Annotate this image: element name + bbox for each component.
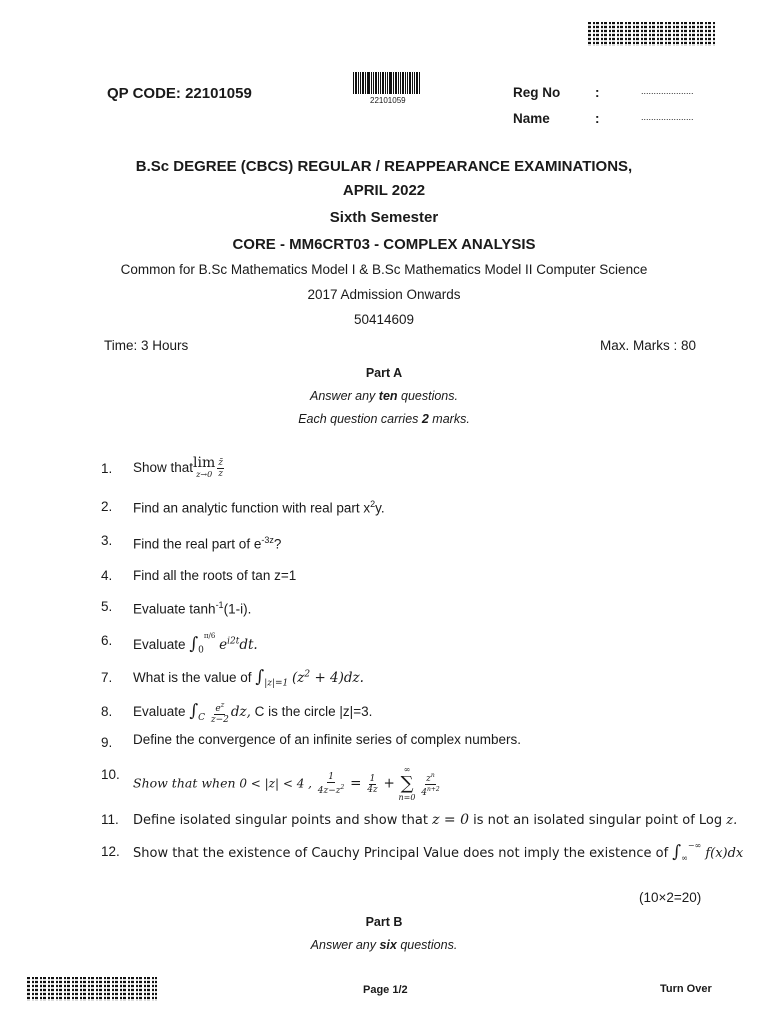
question-number: 1. — [101, 461, 113, 476]
question-number: 12. — [101, 844, 120, 859]
question-9: Define the convergence of an infinite series of complex numbers. — [133, 732, 521, 747]
question-number: 11. — [101, 812, 119, 827]
integrand: f(x)dx — [705, 846, 744, 861]
question-number: 6. — [101, 633, 113, 648]
integral-upper: −∞ — [687, 840, 702, 850]
question-text: Define isolated singular points and show that — [133, 813, 428, 828]
question-4: Find all the roots of tan z=1 — [133, 568, 297, 583]
instr-text: Answer any — [310, 938, 380, 952]
turn-over-label: Turn Over — [660, 983, 712, 995]
paper-code: 50414609 — [353, 312, 415, 327]
part-a-title: Part A — [365, 366, 403, 380]
question-number: 8. — [101, 704, 113, 719]
part-a-instruction-1 — [0, 389, 768, 403]
top-right-barcode — [588, 22, 716, 46]
question-number: 5. — [101, 599, 113, 614]
question-text: Show that — [133, 460, 194, 476]
integrand: $e^{i2t}dt$. — [219, 636, 258, 653]
instr-text: questions. — [397, 389, 458, 403]
course-title: CORE - MM6CRT03 - COMPLEX ANALYSIS — [232, 236, 536, 253]
question-8 — [133, 700, 372, 725]
common-for-line: Common for B.Sc Mathematics Model I & B.Sc Mathematics Model II Computer Science — [120, 262, 648, 277]
question-text: C is the circle |z|=3. — [254, 704, 373, 720]
question-2 — [133, 499, 385, 516]
summation: ∞ ∑ n=0 — [398, 765, 416, 802]
math-z-equals-0: z = 0 — [432, 812, 469, 828]
instr-text: questions. — [396, 938, 458, 952]
instr-text: marks. — [428, 412, 470, 426]
question-text: Evaluate tanh — [133, 601, 216, 617]
integral-lower: ∞ — [681, 853, 688, 863]
question-number: 10. — [101, 767, 120, 782]
integral-upper: π/6 — [203, 631, 216, 640]
question-6 — [133, 631, 258, 656]
fraction: $\frac{z^n}{4^{n+2}}$ — [421, 771, 440, 798]
barcode-number: 22101059 — [370, 96, 406, 105]
question-text: Evaluate — [133, 704, 186, 720]
question-11 — [133, 812, 737, 828]
question-12 — [133, 842, 743, 863]
question-text: ? — [273, 536, 282, 552]
instr-bold: six — [379, 938, 397, 952]
part-a-marks-total: (10×2=20) — [639, 890, 702, 905]
instr-bold: ten — [378, 389, 398, 403]
question-10 — [133, 765, 442, 803]
reg-no-colon: : — [595, 85, 600, 100]
name-label: Name — [513, 111, 550, 126]
limit-expression: lim z→0 — [193, 455, 216, 479]
math-z: z. — [726, 813, 738, 828]
question-text: Find an analytic function with real part x — [133, 500, 371, 516]
integral-sign: ∫ — [672, 842, 682, 862]
time-label: Time: 3 Hours — [104, 338, 189, 353]
part-a-instruction-2 — [0, 412, 768, 426]
integrand: $(z^2 + 4)dz$. — [292, 669, 364, 686]
integral-sign: ∫ — [189, 701, 199, 722]
part-b-instruction — [0, 938, 768, 952]
superscript: 2 — [370, 499, 376, 509]
instr-text: Each question carries — [298, 412, 422, 426]
question-number: 9. — [101, 735, 113, 750]
qp-code-label: QP CODE: 22101059 — [107, 85, 252, 102]
center-barcode — [353, 72, 421, 94]
question-1 — [133, 455, 226, 480]
semester-title: Sixth Semester — [329, 209, 439, 226]
question-number: 4. — [101, 568, 113, 583]
fraction: $\frac{e^z}{z-2}$ — [210, 701, 229, 725]
reg-no-label: Reg No — [513, 85, 561, 100]
plus: + — [383, 775, 395, 792]
admission-line: 2017 Admission Onwards — [307, 287, 461, 302]
reg-no-field[interactable]: ..................... — [641, 86, 694, 96]
question-text: is not an isolated singular point of Log — [473, 813, 723, 828]
name-field[interactable]: ..................... — [641, 112, 694, 122]
exam-title-line1: B.Sc DEGREE (CBCS) REGULAR / REAPPEARANCE EXAMINATIONS, — [135, 158, 633, 175]
question-number: 2. — [101, 499, 113, 514]
question-text: Evaluate — [133, 637, 186, 652]
differential: dz, — [230, 704, 251, 721]
bottom-left-barcode — [27, 977, 157, 1001]
name-colon: : — [595, 111, 600, 126]
question-number: 3. — [101, 533, 113, 548]
fraction: $\frac{1}{4z}$ — [367, 773, 378, 795]
integral-sign: ∫ — [255, 667, 265, 687]
integral-contour: |z|=1 — [264, 678, 289, 689]
fraction: $\frac{1}{4z-z^2}$ — [317, 772, 345, 796]
integral-contour: C — [198, 712, 206, 723]
inequality: 0 < |z| < 4 , — [239, 776, 312, 791]
integral-lower: 0 — [198, 645, 204, 656]
superscript: -1 — [215, 600, 224, 610]
fraction: $\frac{z̄}{z}$ — [218, 458, 224, 479]
question-text: Find the real part of e — [133, 536, 262, 552]
question-7 — [133, 667, 364, 689]
equals: = — [350, 775, 362, 792]
superscript: -3z — [261, 535, 274, 545]
question-text: (1-i). — [223, 601, 252, 617]
question-text: Show that when — [133, 775, 236, 791]
integral-sign: ∫ — [189, 634, 199, 654]
instr-text: Answer any — [310, 389, 379, 403]
question-text: Show that the existence of Cauchy Principal Value does not imply the existence of — [133, 846, 669, 861]
question-text: What is the value of — [133, 670, 252, 685]
question-3 — [133, 535, 281, 552]
part-b-title: Part B — [365, 915, 403, 929]
question-number: 7. — [101, 670, 113, 685]
instr-bold: 2 — [421, 412, 429, 426]
question-text: y. — [375, 500, 385, 516]
max-marks-label: Max. Marks : 80 — [600, 338, 697, 353]
page-number: Page 1/2 — [363, 984, 408, 996]
exam-title-line2: APRIL 2022 — [342, 182, 426, 199]
question-5 — [133, 600, 251, 617]
